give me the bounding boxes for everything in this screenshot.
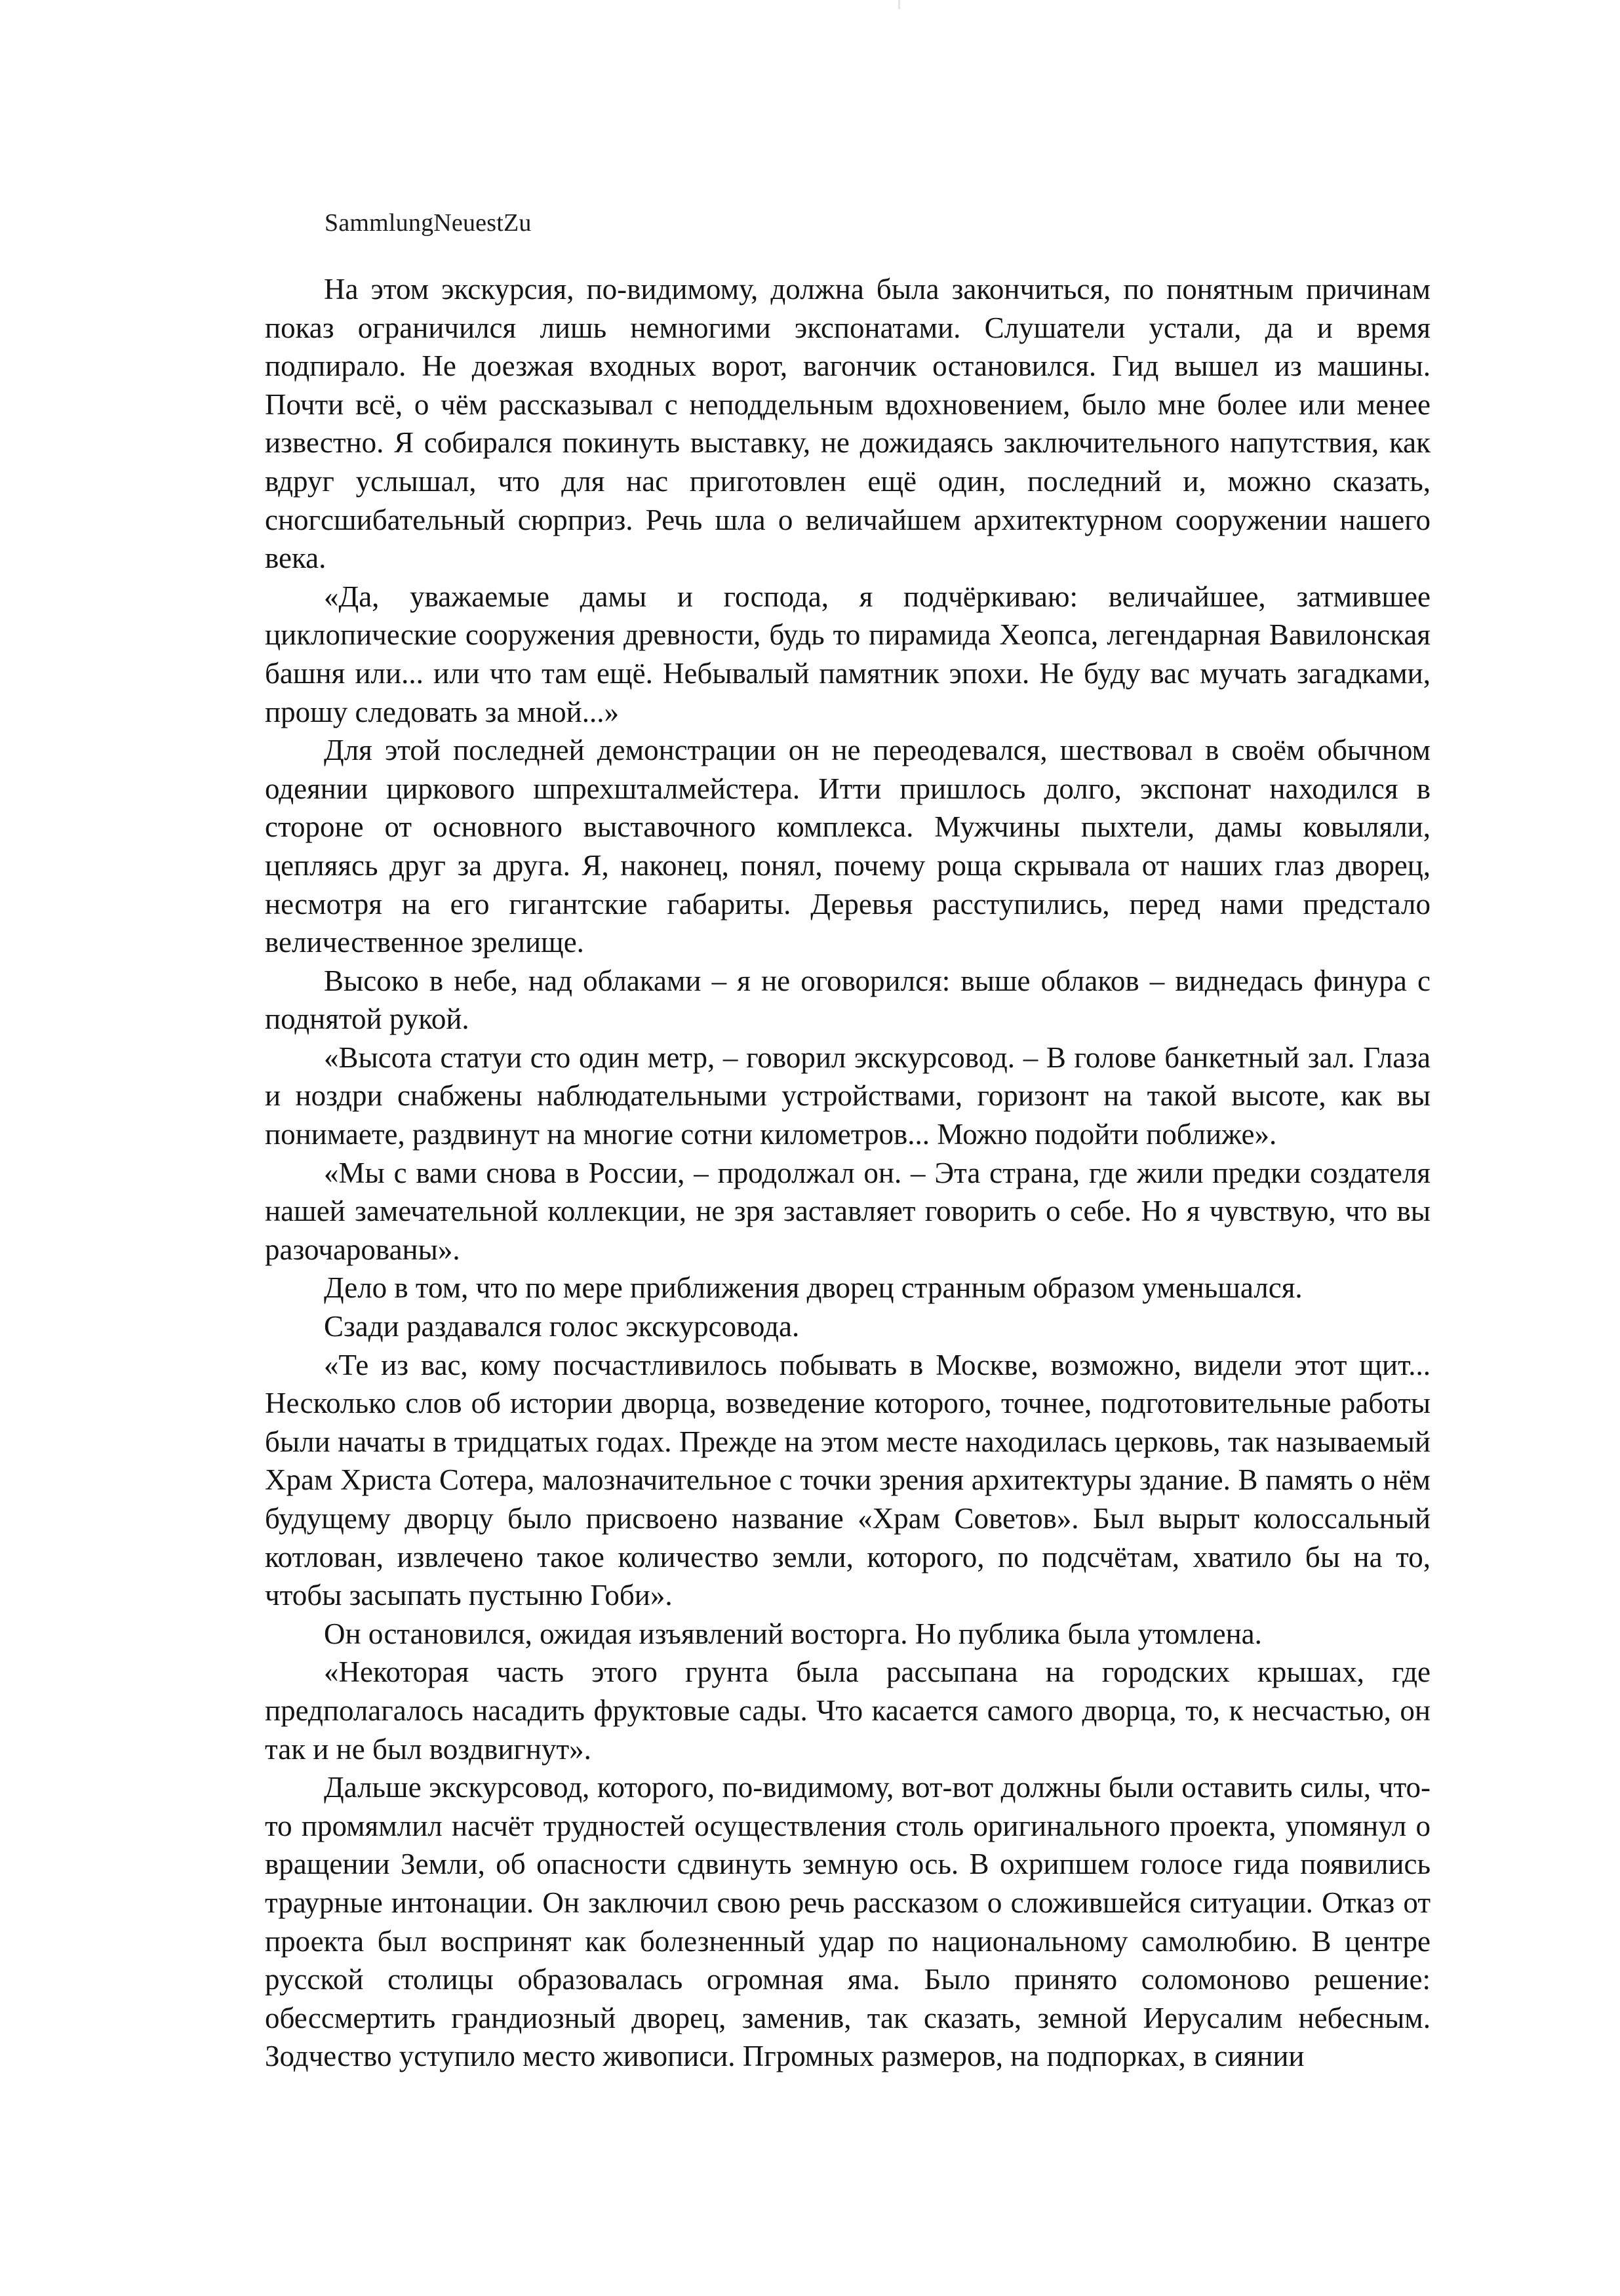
paragraph: Дальше экскурсовод, которого, по-видимому, вот-вот должны были оставить силы, что-то промямлил насчёт трудностей осуществления столь оригинального проекта, упомянул о вращении Земли, об опасности сдвинуть земную ось. В охрипшем голосе гида появились траурные интонации. Он заключил свою речь рассказом о сложившейся ситуации. Отказ от проекта был воспринят как болезненный удар по национальному самолюбию. В центре русской столицы образовалась огромная яма. Было принято соломоново решение: обессмертить грандиозный дворец, заменив, так сказать, земной Иерусалим небесным. Зодчество уступило место живописи. Пгромных размеров, на подпорках, в сиянии	[265, 1771, 1431, 2073]
paragraph: Он остановился, ожидая изъявлений восторга. Но публика была утомлена.	[324, 1617, 1262, 1650]
paragraph: «Мы с вами снова в России, – продолжал он. – Эта страна, где жили предки создателя нашей замечательной коллекции, не зря заставляет говорить о себе. Но я чувствую, что вы разочарованы».	[265, 1156, 1431, 1266]
scan-artifact	[898, 0, 900, 9]
paragraph: Сзади раздавался голос экскурсовода.	[324, 1310, 800, 1343]
paragraph: Дело в том, что по мере приближения дворец странным образом уменьшался.	[324, 1271, 1303, 1305]
paragraph: «Те из вас, кому посчастливилось побывать в Москве, возможно, видели этот щит... Несколько слов об истории дворца, возведение которого, точнее, подготовительные работы были начаты в тридцатых годах. Прежде на этом месте находилась церковь, так называемый Храм Христа Сотера, малозначительное с точки зрения архитектуры здание. В память о нём будущему дворцу было присвоено название «Храм Советов». Был вырыт колоссальный котлован, извлечено такое количество земли, которого, по подсчётам, хватило бы на то, чтобы засыпать пустыню Гоби».	[265, 1348, 1431, 1612]
paragraph: «Высота статуи сто один метр, – говорил экскурсовод. – В голове банкетный зал. Глаза и ноздри снабжены наблюдательными устройствами, горизонт на такой высоте, как вы понимаете, раздвинут на многие сотни километров... Можно подойти поближе».	[265, 1040, 1431, 1151]
paragraph: Для этой последней демонстрации он не переодевался, шествовал в своём обычном одеянии циркового шпрехшталмейстера. Итти пришлось долго, экспонат находился в стороне от основного выставочного комплекса. Мужчины пыхтели, дамы ковыляли, цепляясь друг за друга. Я, наконец, понял, почему роща скрывала от наших глаз дворец, несмотря на его гигантские габариты. Деревья расступились, перед нами предстало величественное зрелище.	[265, 734, 1431, 959]
page-header: SammlungNeuestZu	[325, 209, 532, 237]
paragraph: Высоко в небе, над облаками – я не оговорился: выше облаков – виднедась финура с поднятой рукой.	[265, 964, 1431, 1036]
paragraph: «Некоторая часть этого грунта была рассыпана на городских крышах, где предполагалось насадить фруктовые сады. Что касается самого дворца, то, к несчастью, он так и не был воздвигнут».	[265, 1655, 1431, 1766]
paragraph: «Да, уважаемые дамы и господа, я подчёркиваю: величайшее, затмившее циклопические сооружения древности, будь то пирамида Хеопса, легендарная Вавилонская башня или... или что там ещё. Небывалый памятник эпохи. Не буду вас мучать загадками, прошу следовать за мной...»	[265, 580, 1431, 728]
body-text	[265, 270, 1431, 2076]
paragraph: На этом экскурсия, по-видимому, должна была закончиться, по понятным причинам показ ограничился лишь немногими экспонатами. Слушатели устали, да и время подпирало. Не доезжая входных ворот, вагончик остановился. Гид вышел из машины. Почти всё, о чём рассказывал с неподдельным вдохновением, было мне более или менее известно. Я собирался покинуть выставку, не дожидаясь заключительного напутствия, как вдруг услышал, что для нас приготовлен ещё один, последний и, можно сказать, сногсшибательный сюрприз. Речь шла о величайшем архитектурном сооружении нашего века.	[265, 273, 1431, 575]
